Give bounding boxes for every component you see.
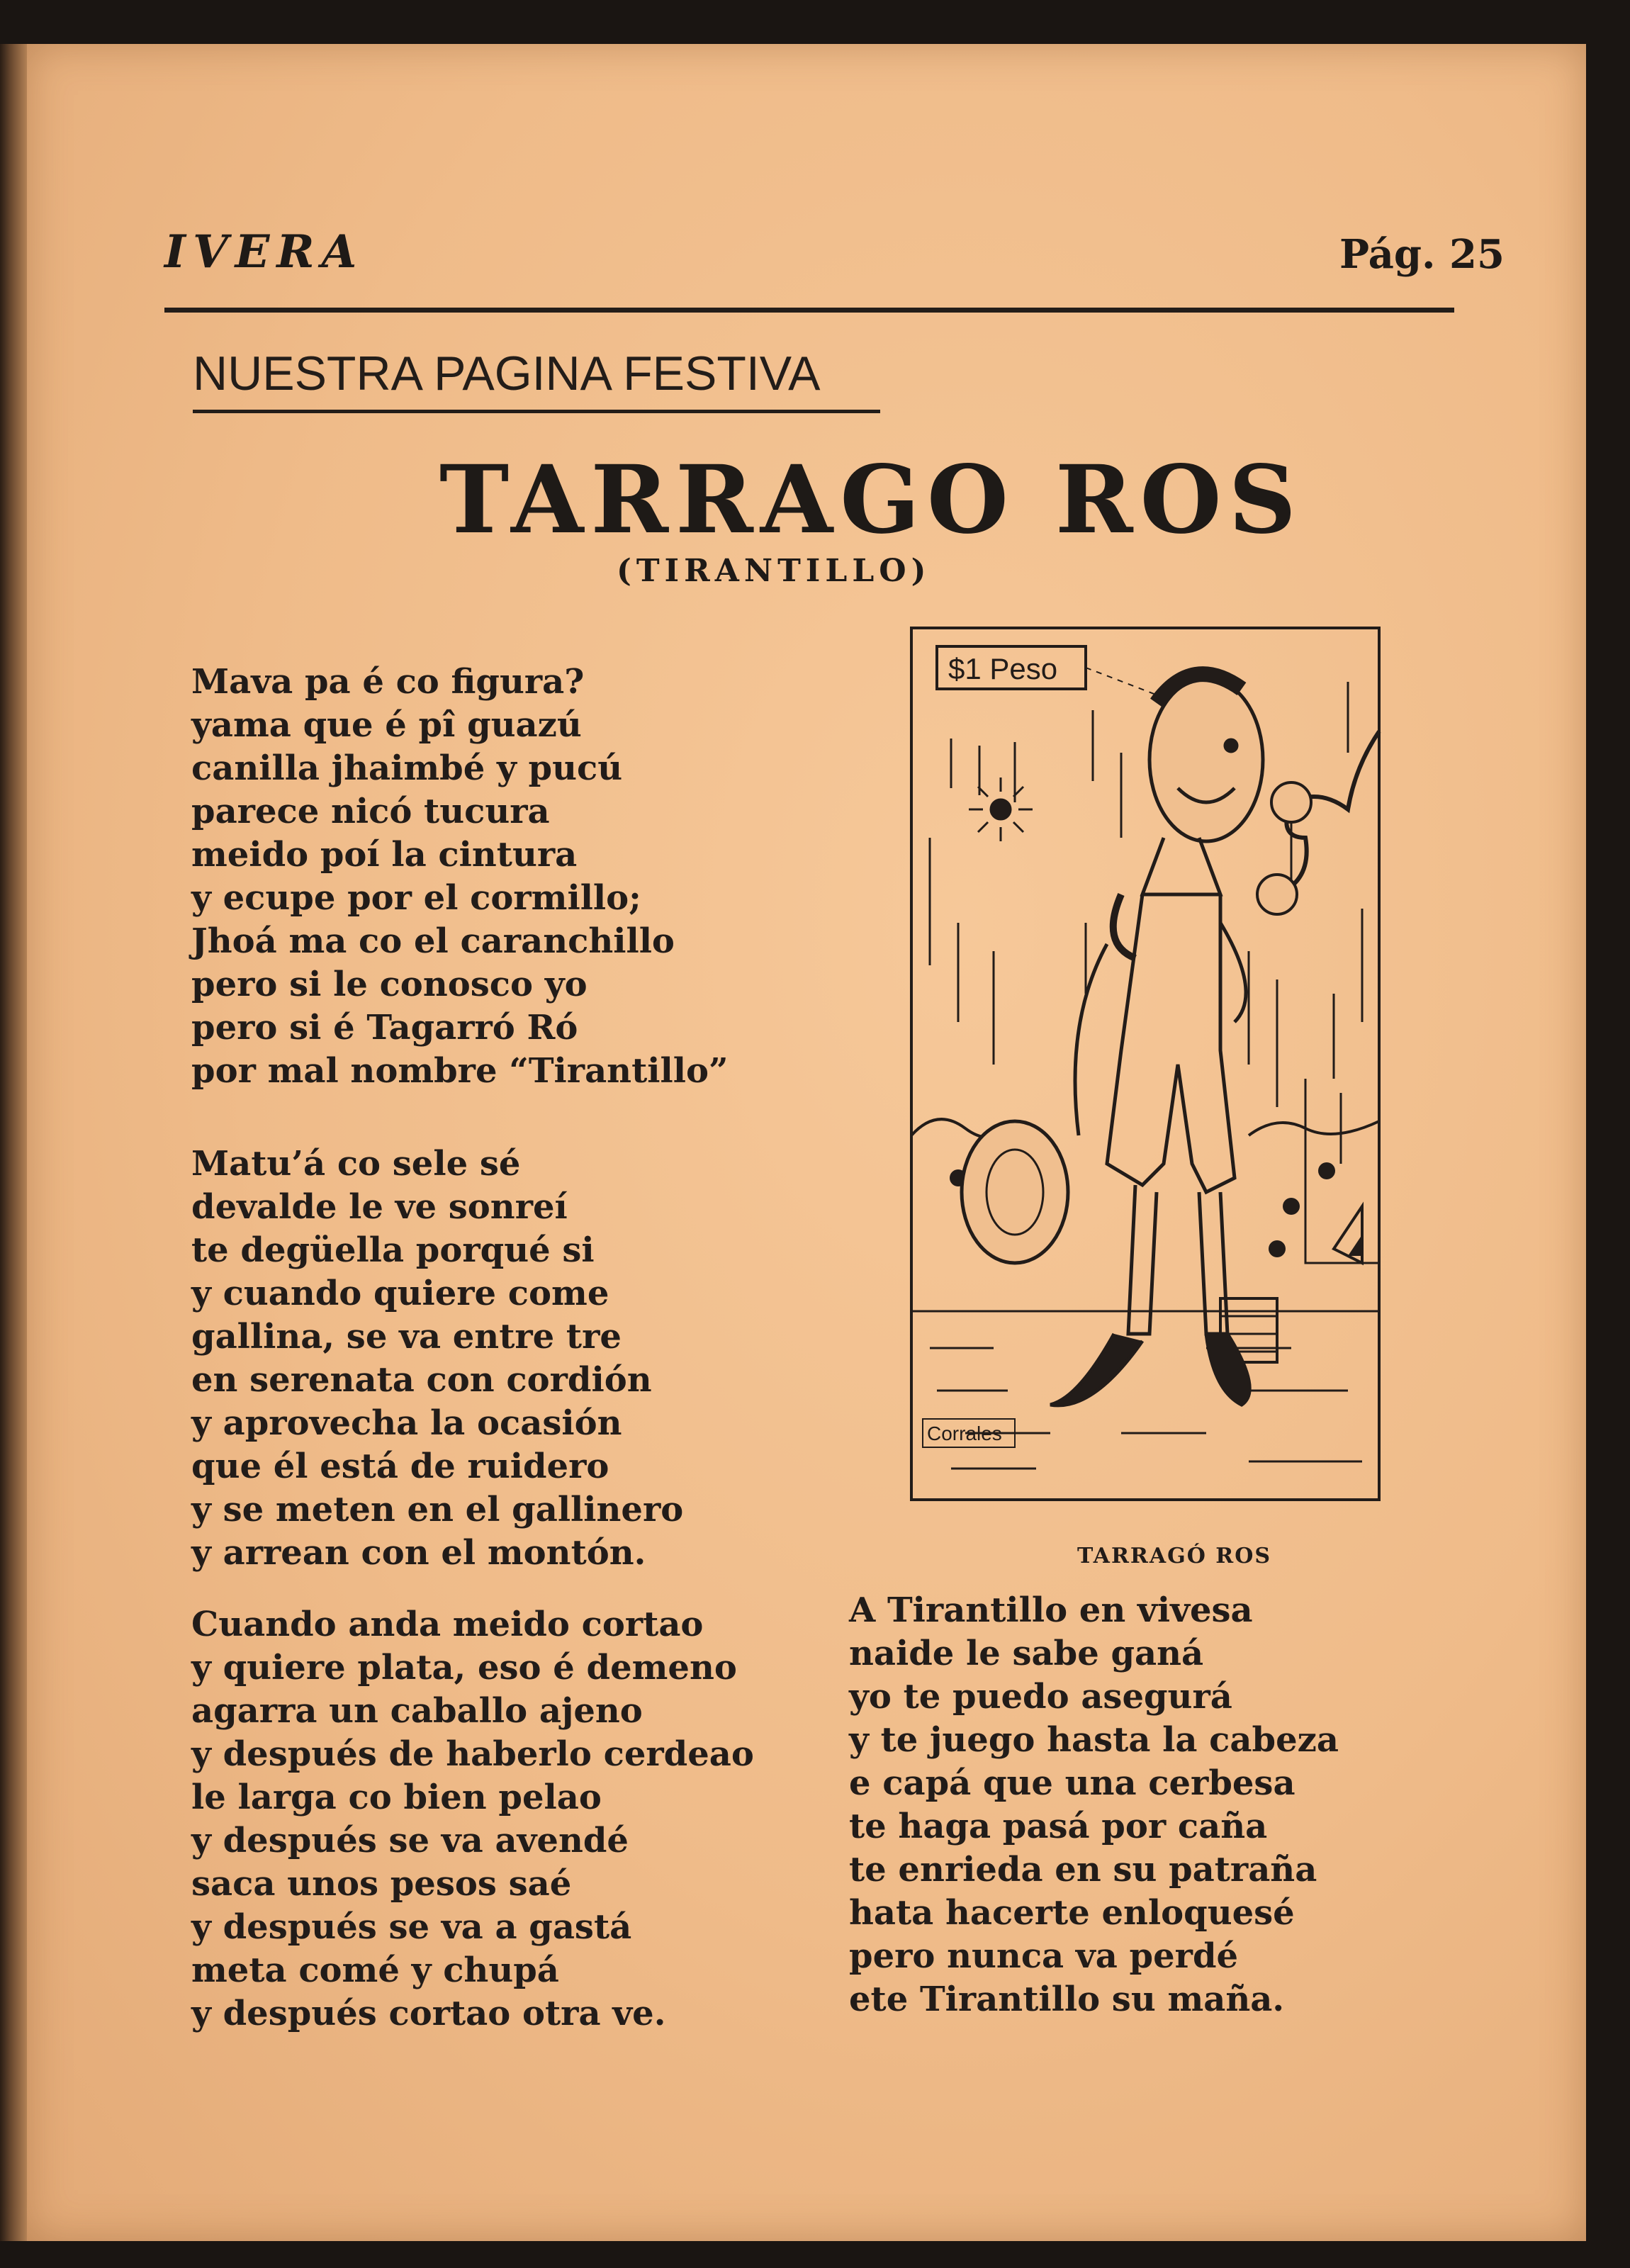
verse-line: Mava pa é co figura? [191,662,585,702]
verse-line: por mal nombre “Tirantillo” [191,1051,729,1091]
verse-line: A Tirantillo en vivesa [849,1590,1253,1630]
poem-subtitle: (TIRANTILLO) [617,553,931,589]
binding-gutter [0,44,28,2241]
section-title-underline [193,410,880,413]
verse-line: en serenata con cordión [191,1360,652,1400]
verse-line: que él está de ruidero [191,1447,609,1486]
verse-line: saca unos pesos saé [191,1864,572,1904]
verse-line: y te juego hasta la cabeza [849,1720,1339,1760]
verse-line: y se meten en el gallinero [191,1490,684,1529]
stanza-2 [191,1143,683,1575]
verse-line: pero nunca va perdé [849,1936,1239,1976]
verse-line: y arrean con el montón. [191,1533,646,1573]
verse-line: naide le sabe ganá [849,1634,1204,1673]
verse-line: te degüella porqué si [191,1230,595,1270]
rain-lines [930,682,1362,1164]
verse-line: te enrieda en su patraña [849,1850,1317,1890]
price-sign-text: $1 Peso [948,652,1058,685]
verse-line: y después se va avendé [191,1821,629,1860]
illustration-frame [911,628,1379,1500]
verse-line: meta comé y chupá [191,1950,559,1990]
verse-line: y después cortao otra ve. [191,1994,666,2033]
stanza-4 [849,1589,1339,2021]
section-title: NUESTRA PAGINA FESTIVA [193,347,821,400]
verse-line: e capá que una cerbesa [849,1763,1295,1803]
verse-line: Jhoá ma co el caranchillo [191,921,675,961]
verse-line: yo te puedo asegurá [849,1677,1232,1717]
verse-line: canilla jhaimbé y pucú [191,748,623,788]
verse-line: y quiere plata, eso é demeno [191,1648,737,1688]
verse-line: ete Tirantillo su maña. [849,1980,1285,2019]
illustration-caption: TARRAGÓ ROS [1077,1544,1272,1568]
verse-line: Matu’á co sele sé [191,1144,521,1184]
verse-line: Cuando anda meido cortao [191,1605,704,1644]
caricature-figure [1050,674,1263,1405]
page-number: Pág. 25 [1339,231,1505,278]
stanza-3 [191,1603,754,2036]
header-rule [164,308,1454,313]
verse-line: devalde le ve sonreí [191,1187,568,1227]
artist-signature: Corrales [927,1422,1002,1444]
hat [962,1121,1068,1263]
verse-line: pero si é Tagarró Ró [191,1008,578,1048]
verse-line: hata hacerte enloquesé [849,1893,1295,1933]
verse-line: y aprovecha la ocasión [191,1403,622,1443]
verse-line: le larga co bien pelao [191,1778,602,1817]
publication-name: IVERA [164,225,364,279]
verse-line: agarra un caballo ajeno [191,1691,643,1731]
verse-line: pero si le conosco yo [191,965,588,1004]
verse-line: parece nicó tucura [191,792,550,831]
stanza-1 [191,661,729,1093]
verse-line: y después se va a gastá [191,1907,632,1947]
verse-line: yama que é pî guazú [191,705,582,745]
verse-line: meido poí la cintura [191,835,578,875]
sun-doodle [969,777,1033,841]
verse-line: y cuando quiere come [191,1274,609,1313]
verse-line: y después de haberlo cerdeao [191,1734,754,1774]
verse-line: te haga pasá por caña [849,1807,1268,1846]
poem-title: TARRAGO ROS [439,445,1303,555]
verse-line: y ecupe por el cormillo; [191,878,641,918]
caricature-illustration [909,625,1382,1503]
verse-line: gallina, se va entre tre [191,1317,622,1357]
